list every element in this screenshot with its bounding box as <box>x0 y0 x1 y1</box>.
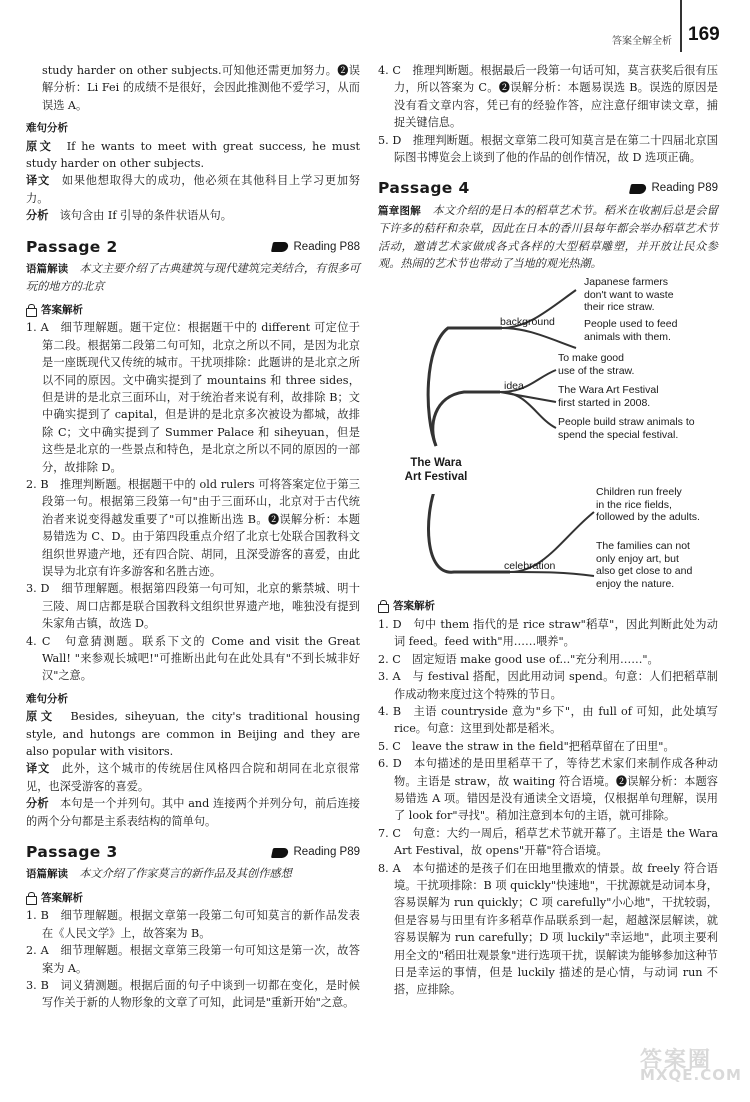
pointing-hand-icon <box>628 184 646 194</box>
reading-ref: Reading P89 <box>293 846 360 859</box>
branch-background: background <box>500 316 555 329</box>
answer-item: 2. A 细节理解题。根据文章第三段第一句可知这是第一次，故答案为 A。 <box>26 944 360 975</box>
answer-item: 4. B 主语 countryside 意为"乡下"，由 full of 可知，此处填写 rice。句意：这里到处都是稻米。 <box>378 704 718 736</box>
text: 本文介绍的是日本的稻草艺术节。稻米在收割后总是会留下许多的秸秆和杂草，因此在日本的香川县每年都会举办稻草艺术节活动，邀请艺术家做成各式各样的大型稻草雕塑，并开放让民众参观。热闹的艺术节也带动了当地的观光热潮。 <box>378 203 718 271</box>
answer-item: 8. A 本句描述的是孩子们在田地里撒欢的情景。故 freely 符合语境。干扰项排除：B 项 quickly"快速地"，干扰源就是动词本身，容易误解为 run quickly；C 项 carefully"小心地"，干扰较弱，但是容易与田里有许多稻草作品联系到一起，超越深层解读，就容易误解为 run carefully；D 项 luckily"幸运地"，此项主要利用全文的"稻田壮观景象"进行选项干扰，误解读为能够参加这种节日是幸运的事情，但是 luckily 描述的是心情，与动词 run 不搭，应排除。 <box>378 861 718 997</box>
branch-idea: idea <box>504 380 524 393</box>
passage-3-title <box>26 844 360 861</box>
header-divider <box>680 0 682 52</box>
label: 分析 <box>26 208 49 223</box>
answer-item: 6. D 本句描述的是田里稻草干了，等待艺术家们来制作成各种动物。主语是 straw，故 waiting 符合语境。❷误解分析：本题容易错选 A 项。错因是没有通读全文语境，仅根据单句理解，误用了 look for"寻找"。稍加注意到本句的主语，就可排除。 <box>378 757 718 823</box>
label: 原文 <box>26 138 54 153</box>
answer-item: 5. D 推理判断题。根据文章第二段可知莫言是在第二十四届北京国际图书博览会上谈到了他的作品的创作情况，故 D 选项正确。 <box>378 133 718 165</box>
hard-sentence-analysis <box>26 207 360 224</box>
idea-note-3: People build straw animals to spend the special festival. <box>558 416 695 441</box>
hard-sentence-analysis <box>26 795 360 830</box>
left-column <box>26 62 360 1012</box>
label: 译文 <box>26 173 50 188</box>
hard-sentence-original <box>26 708 360 760</box>
celebration-note-1: Children run freely in the rice fields, followed by the adults. <box>596 486 700 524</box>
answers-title: 答案解析 <box>378 598 718 615</box>
label: 原文 <box>26 709 56 724</box>
page-header <box>0 0 750 50</box>
hard-sentence-original <box>26 138 360 173</box>
passage-title: Passage 3 <box>26 843 118 862</box>
right-column <box>378 62 718 999</box>
answers-title: 答案解析 <box>26 302 360 319</box>
header-section: 答案全解全析 <box>612 36 672 47</box>
passage-2-title <box>26 239 360 256</box>
answer-item: 2. B 推理判断题。根据题干中的 old rulers 可将答案定位于第三段第一句。根据第三段第一句"由于三面环山，北京对于古代统治者来说变得越发重要了"可以推断出选 B。❷误解分析：本题易错选为 C、D。由于第四段重点介绍了北京七处联合国教科文组织世界遗产地，还有四合院、胡同，且深受游客的喜爱，由此误导为北京有许多游客和名胜古迹。 <box>26 477 360 578</box>
answer-item: 7. C 句意：大约一周后，稻草艺术节就开幕了。主语是 the Wara Art Festival，故 opens"开幕"符合语境。 <box>378 826 718 858</box>
text: 本文主要介绍了古典建筑与现代建筑完美结合，有很多可玩的地方的北京 <box>26 262 360 294</box>
hard-sentence-translation <box>26 172 360 207</box>
passage-summary <box>26 865 360 883</box>
pointing-hand-icon <box>270 242 288 252</box>
idea-note-2: The Wara Art Festival first started in 2008. <box>558 384 659 409</box>
label: 分析 <box>26 796 49 811</box>
label: 语篇解读 <box>26 868 68 881</box>
reading-ref: Reading P89 <box>651 182 718 195</box>
text: 本句是一个并列句。其中 and 连接两个并列分句，前后连接的两个分句都是主系表结构的简单句。 <box>26 797 360 828</box>
passage-4-title <box>378 180 718 197</box>
reading-ref: Reading P88 <box>293 240 360 253</box>
answer-item: 1. D 句中 them 指代的是 rice straw"稻草"，因此判断此处为动词 feed。feed with"用……喂养"。 <box>378 617 718 649</box>
watermark: 答案圈 MXQE.COM <box>640 1048 742 1085</box>
page-number: 169 <box>688 24 720 45</box>
answer-item: 3. D 细节理解题。根据第四段第一句可知，北京的紫禁城、明十三陵、周口店都是联合国教科文组织世界遗产地，唯独没有提到朱家角古镇，故选 D。 <box>26 582 360 631</box>
text: 本文介绍了作家莫言的新作品及其创作感想 <box>79 867 292 881</box>
mind-map <box>378 276 718 592</box>
passage-summary <box>26 260 360 296</box>
background-note-1: Japanese farmers don't want to waste their rice straw. <box>584 276 674 314</box>
answer-item: 5. C leave the straw in the field"把稻草留在了田里"。 <box>378 739 675 753</box>
passage-summary <box>378 202 718 273</box>
hard-sentence-title: 难句分析 <box>26 122 68 135</box>
answer-item: 1. A 细节理解题。题干定位：根据题干中的 different 可定位于第二段。根据第二段第二句可知，北京之所以不同，是因为北京是一座既现代又传统的城市。干扰项排除：此题讲的是北京之所以不同的原因。文中确实提到了 mountains 和 three sides，但是讲的是北京三面环山，对于统治者来说有利，故排除 B；文中确实提到了 capital，但是讲的是北京多次被设为都城，故排除 C；文中确实提到了 Summer Palace 和 siheyuan，但是这些是北京的一些景点和特色，是北京之所以不同的原因的一部分，故排除 D。 <box>26 321 360 474</box>
answer-item: 3. A 与 festival 搭配，因此用动词 spend。句意：人们把稻草制作成动物来度过这个特殊的节日。 <box>378 670 718 701</box>
label: 译文 <box>26 761 50 776</box>
passage-title: Passage 2 <box>26 237 118 256</box>
branch-celebration: celebration <box>504 560 556 573</box>
answer-item: 4. C 推理判断题。根据最后一段第一句话可知，莫言获奖后很有压力，所以答案为 C。❷误解分析：本题易误选 B。误选的原因是没有看文章内容，凭已有的经验作答，应注意仔细审读文章，捕捉关键信息。 <box>378 64 718 130</box>
hard-sentence-translation <box>26 760 360 795</box>
text: Besides, siheyuan, the city's traditional housing style, and hutongs are common in Beijing and they are also popular with visitors. <box>26 710 360 759</box>
answer-item: 2. C 固定短语 make good use of..."充分利用……"。 <box>378 652 659 666</box>
lock-icon <box>26 308 37 317</box>
answer-item: 4. C 句意猜测题。联系下文的 Come and visit the Great Wall! "来参观长城吧!"可推断出此句在此处具有"不到长城非好汉"之意。 <box>26 634 360 683</box>
lock-icon <box>26 896 37 905</box>
answers-title: 答案解析 <box>26 890 360 907</box>
pointing-hand-icon <box>270 848 288 858</box>
answer-item: 3. B 词义猜测题。根据后面的句子中谈到一切都在变化，是时候写作关于新的人物形象的文章了可知，此词是"重新开始"之意。 <box>26 978 360 1010</box>
label: 语篇解读 <box>26 263 69 276</box>
celebration-note-2: The families can not only enjoy art, but also get close to and enjoy the nature. <box>596 540 693 590</box>
mind-map-center: The Wara Art Festival <box>404 457 468 484</box>
idea-note-1: To make good use of the straw. <box>558 352 635 377</box>
answer-item: 1. B 细节理解题。根据文章第一段第二句可知莫言的新作品发表在《人民文学》上，故答案为 B。 <box>26 909 360 940</box>
hard-sentence-title: 难句分析 <box>26 692 68 705</box>
text: 此外，这个城市的传统居住风格四合院和胡同在北京很常见，也深受游客的喜爱。 <box>26 762 360 793</box>
background-note-2: People used to feed animals with them. <box>584 318 678 343</box>
text: 该句含由 If 引导的条件状语从句。 <box>59 209 232 223</box>
lock-icon <box>378 604 389 613</box>
text: 如果他想取得大的成功，他必须在其他科目上学习更加努力。 <box>26 174 360 205</box>
passage-title: Passage 4 <box>378 179 470 198</box>
continued-answer: study harder on other subjects.可知他还需更加努力。❷误解分析：Li Fei 的成绩不是很好，会因此推测他不爱学习，从而误选 A。 <box>42 64 360 112</box>
text: If he wants to meet with great success, he must study harder on other subjects. <box>26 139 360 171</box>
label: 篇章图解 <box>378 204 421 217</box>
